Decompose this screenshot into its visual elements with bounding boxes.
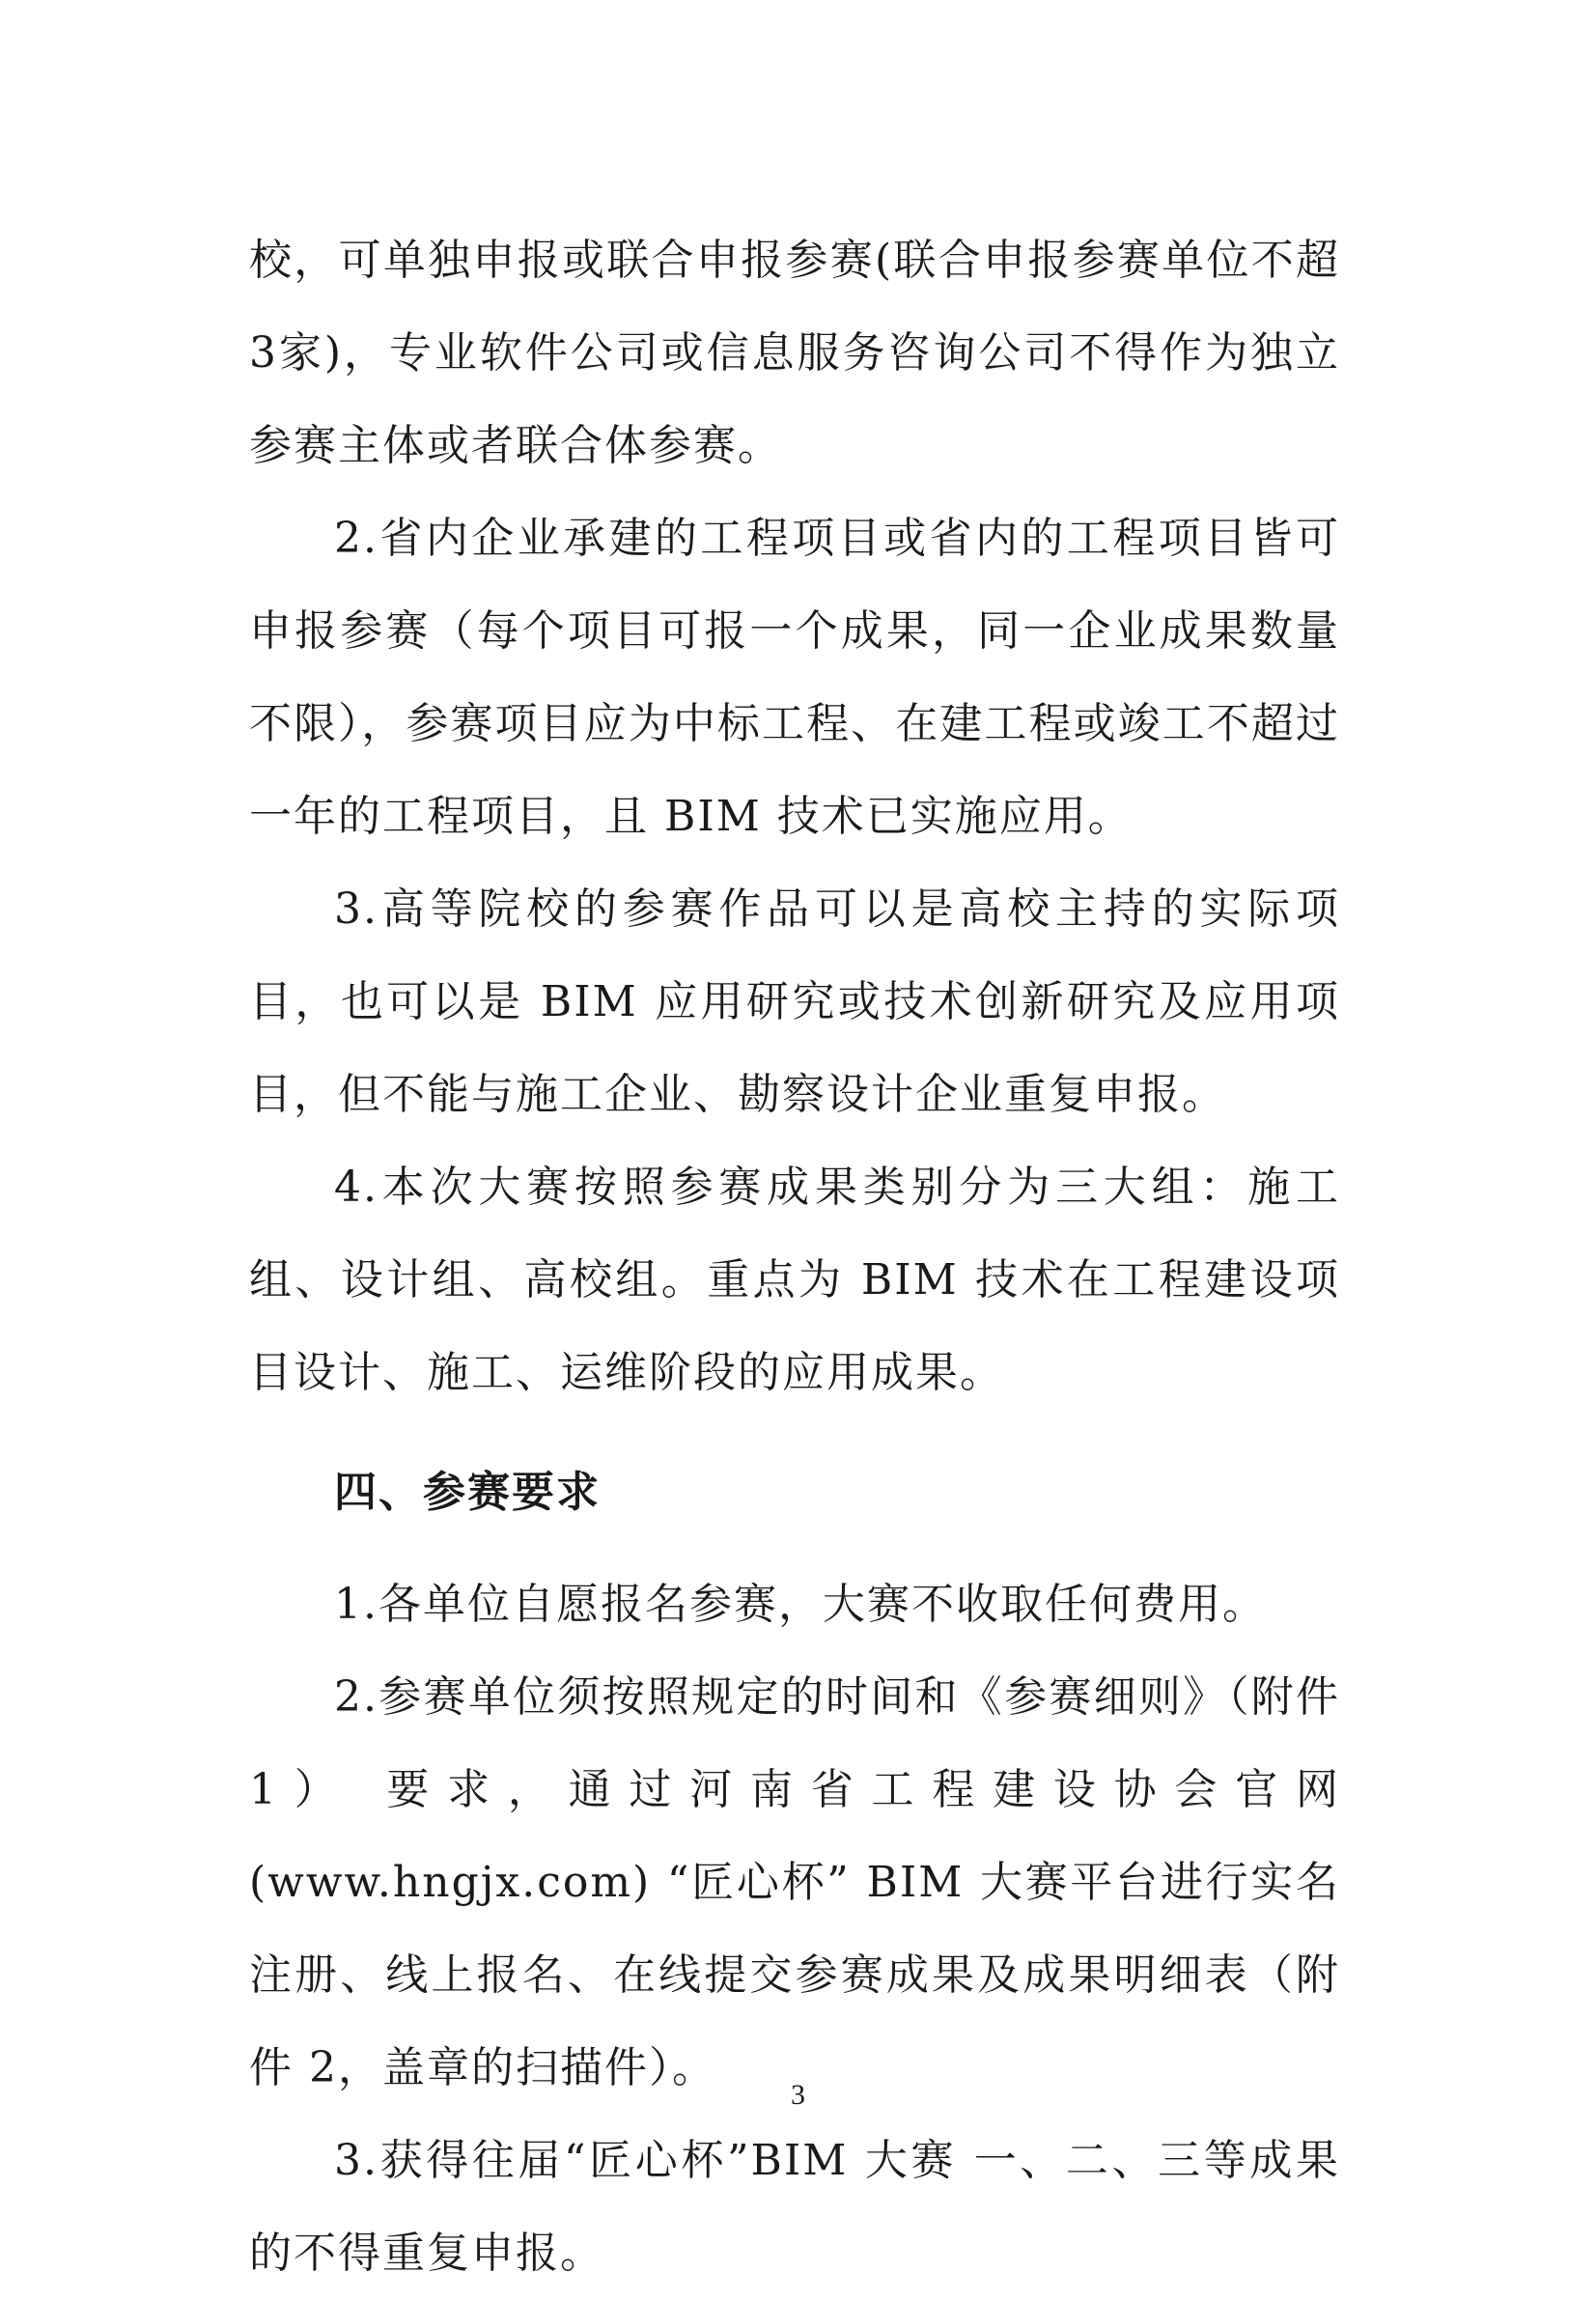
section-heading: 四、参赛要求 [334, 1468, 601, 1517]
page-number: 3 [791, 2079, 805, 2111]
paragraph-item-2: 2.省内企业承建的工程项目或省内的工程项目皆可申报参赛（每个项目可报一个成果，同一企业成果数量不限），参赛项目应为中标工程、在建工程或竣工不超过一年的工程项目，且 BIM 技术已实施应用。 [249, 514, 1340, 841]
requirement-item-3: 3.获得往届“匠心杯”BIM 大赛 一、二、三等成果的不得重复申报。 [249, 2136, 1340, 2278]
paragraph-continuation: 校，可单独申报或联合申报参赛(联合申报参赛单位不超3家)，专业软件公司或信息服务咨询公司不得作为独立参赛主体或者联合体参赛。 [249, 236, 1340, 470]
paragraph-item-4: 4.本次大赛按照参赛成果类别分为三大组：施工组、设计组、高校组。重点为 BIM 技术在工程建设项目设计、施工、运维阶段的应用成果。 [249, 1163, 1340, 1397]
paragraph-item-3: 3.高等院校的参赛作品可以是高校主持的实际项目，也可以是 BIM 应用研究或技术创新研究及应用项目，但不能与施工企业、勘察设计企业重复申报。 [249, 884, 1340, 1119]
requirement-item-1: 1.各单位自愿报名参赛，大赛不收取任何费用。 [334, 1580, 1267, 1629]
requirement-item-2: 2.参赛单位须按照规定的时间和《参赛细则》（附件 1） 要求，通过河南省工程建设协会官网(www.hngjx.com) “匠心杯” BIM 大赛平台进行实名注册、线上报名、在线提交参赛成果及成果明细表（附件 2，盖章的扫描件）。 [249, 1672, 1340, 2092]
document-body [249, 214, 1340, 2300]
